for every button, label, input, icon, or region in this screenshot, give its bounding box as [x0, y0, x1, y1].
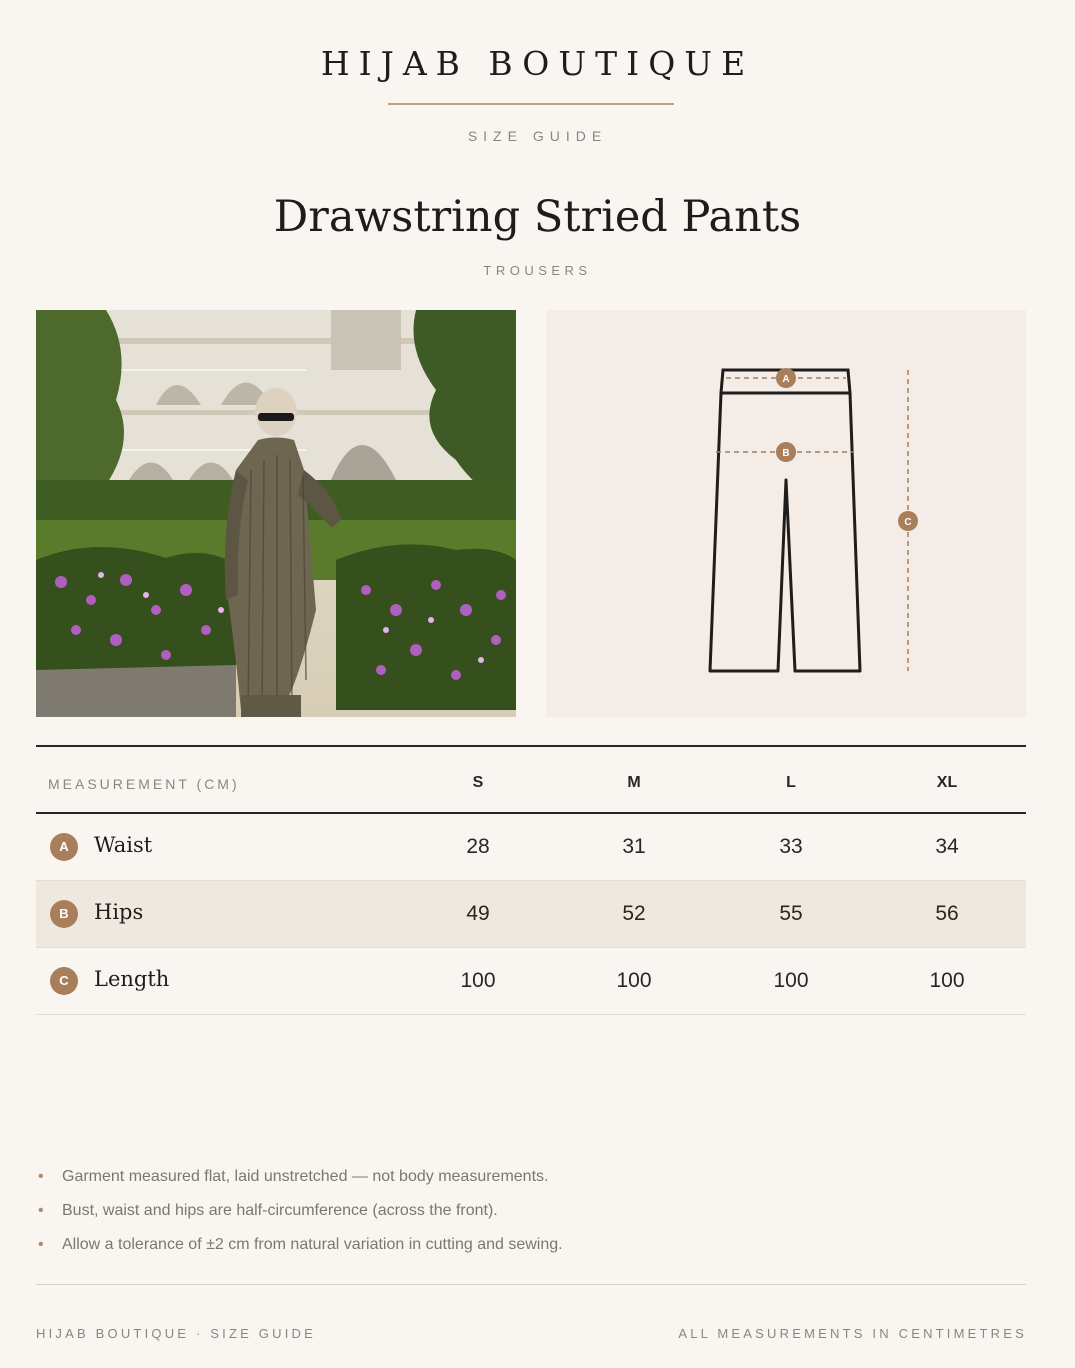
- table-cell: 28: [466, 835, 490, 858]
- table-row: [36, 881, 1026, 948]
- trousers-outline: [710, 393, 860, 671]
- row-badge: C: [50, 967, 78, 995]
- table-row: [36, 948, 1026, 1015]
- table-header-size: S: [472, 774, 484, 791]
- table-cell: 33: [779, 835, 803, 858]
- footer-divider: [36, 1284, 1026, 1285]
- note-text: Garment measured flat, laid unstretched — not body measurements.: [62, 1168, 549, 1185]
- table-row: [36, 814, 1026, 881]
- table-cell: 52: [622, 902, 646, 925]
- table-cell: 34: [935, 835, 959, 858]
- table-top-rule: [36, 745, 1026, 747]
- product-category: TROUSERS: [483, 263, 592, 278]
- diagram-marker-b: [776, 442, 796, 462]
- note-item: [36, 1236, 1026, 1270]
- table-header-measurement: MEASUREMENT (CM): [48, 776, 240, 792]
- table-cell: 56: [935, 902, 959, 925]
- row-label: Length: [94, 967, 170, 991]
- row-label: Waist: [94, 833, 153, 857]
- measurement-diagram: [546, 310, 1026, 717]
- table-cell: 49: [466, 902, 490, 925]
- footer-right-text: ALL MEASUREMENTS IN CENTIMETRES: [678, 1326, 1027, 1341]
- table-header-size: L: [786, 774, 796, 791]
- svg-text:A: A: [782, 374, 790, 385]
- note-text: Allow a tolerance of ±2 cm from natural variation in cutting and sewing.: [62, 1236, 563, 1253]
- row-label: Hips: [94, 900, 144, 924]
- bullet-icon: •: [38, 1236, 44, 1253]
- row-badge: A: [50, 833, 78, 861]
- bullet-icon: •: [38, 1168, 44, 1185]
- note-item: [36, 1168, 1026, 1202]
- trousers-diagram: [546, 310, 1026, 717]
- page-subtitle: SIZE GUIDE: [467, 128, 608, 144]
- brand-divider: [388, 103, 674, 105]
- diagram-marker-a: [776, 368, 796, 388]
- brand-title: HIJAB BOUTIQUE: [320, 44, 755, 83]
- table-cell: 100: [616, 969, 652, 992]
- notes-list: [36, 1168, 1026, 1270]
- table-header-size: XL: [936, 774, 958, 791]
- table-cell: 100: [460, 969, 496, 992]
- diagram-marker-c: [898, 511, 918, 531]
- note-text: Bust, waist and hips are half-circumference (across the front).: [62, 1202, 498, 1219]
- note-item: [36, 1202, 1026, 1236]
- table-header-size: M: [627, 774, 641, 791]
- product-title: Drawstring Stried Pants: [273, 192, 802, 242]
- product-photo: [36, 310, 516, 717]
- bullet-icon: •: [38, 1202, 44, 1219]
- table-cell: 31: [622, 835, 646, 858]
- table-cell: 100: [929, 969, 965, 992]
- table-cell: 55: [779, 902, 803, 925]
- product-photo-illustration: [36, 310, 516, 717]
- svg-text:B: B: [782, 448, 790, 459]
- footer-left-text: HIJAB BOUTIQUE · SIZE GUIDE: [36, 1326, 316, 1341]
- row-badge: B: [50, 900, 78, 928]
- svg-text:C: C: [904, 517, 912, 528]
- table-cell: 100: [773, 969, 809, 992]
